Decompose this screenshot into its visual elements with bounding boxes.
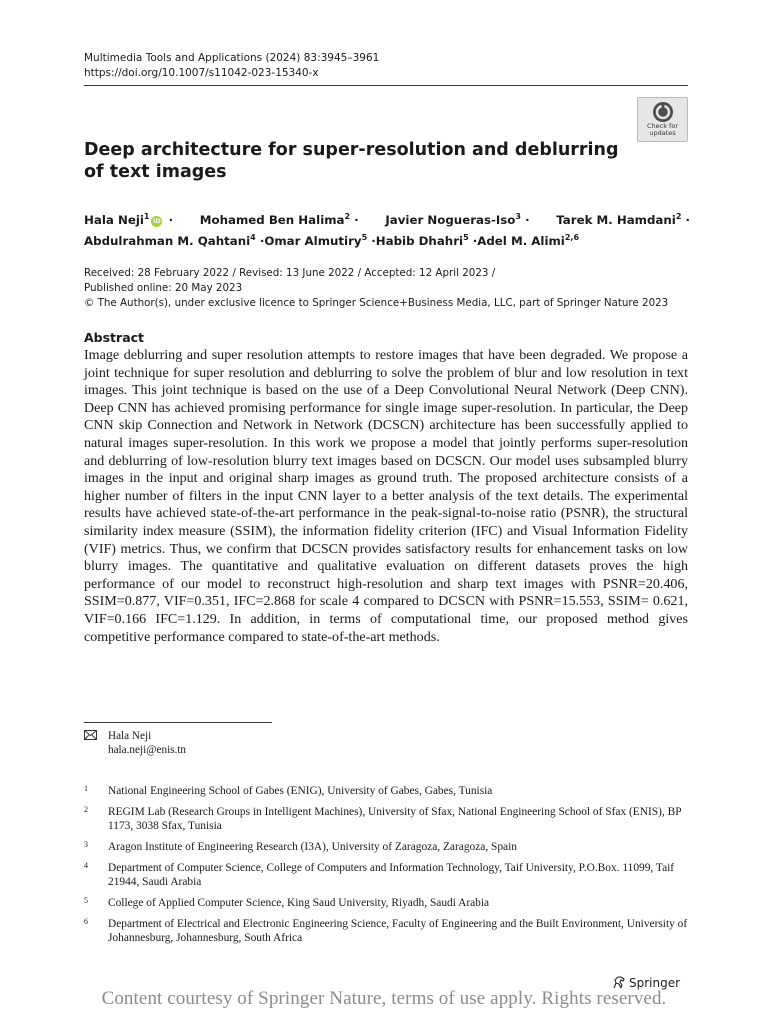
author-name: Habib Dhahri [375, 233, 464, 248]
author-name: Adel M. Alimi [477, 233, 565, 248]
envelope-icon [84, 730, 97, 740]
affiliation-number: 2 [84, 805, 88, 814]
springer-wordmark: Springer [629, 976, 681, 990]
author-affiliation-marker: 5 [463, 232, 469, 242]
corresponding-author [84, 729, 186, 757]
header-divider [84, 85, 688, 86]
author-affiliation-marker: 2,6 [564, 232, 580, 242]
affiliation-text: National Engineering School of Gabes (ENIG), University of Gabes, Gabes, Tunisia [108, 785, 493, 797]
author-separator: · [164, 212, 174, 227]
author-separator: · [350, 212, 359, 227]
journal-header [84, 51, 379, 81]
affiliation-text: College of Applied Computer Science, King Saud University, Riyadh, Saudi Arabia [108, 897, 490, 909]
author[interactable] [477, 229, 579, 250]
footnote-divider [84, 722, 272, 723]
affiliation-text: REGIM Lab (Research Groups in Intelligent Machines), University of Sfax, National Engineering School of Sfax (ENIS), BP 1173, 3038 Sfax, Tunisia [108, 806, 682, 832]
contact-email[interactable]: hala.neji@enis.tn [108, 744, 187, 756]
affiliation-number: 5 [84, 896, 88, 905]
journal-citation: Multimedia Tools and Applications (2024) 83:3945–3961 [84, 52, 380, 64]
author[interactable] [200, 208, 359, 229]
author-name: Tarek M. Hamdani [556, 212, 676, 227]
author-affiliation-marker: 3 [515, 212, 521, 221]
affiliation-item [84, 917, 690, 945]
author-separator: · [468, 233, 478, 248]
author-name: Hala Neji [84, 212, 144, 227]
author-list [84, 208, 690, 250]
affiliation-number: 6 [84, 917, 88, 926]
affiliation-number: 3 [84, 840, 88, 849]
badge-label-line2: updates [649, 129, 676, 137]
doi-link[interactable]: https://doi.org/10.1007/s11042-023-15340-x [84, 67, 319, 79]
affiliation-item [84, 784, 690, 798]
author-name: Abdulrahman M. Qahtani [84, 233, 251, 248]
author[interactable] [84, 208, 173, 229]
author[interactable] [556, 208, 690, 229]
abstract-heading: Abstract [84, 330, 145, 345]
affiliation-item [84, 840, 690, 854]
affiliation-item [84, 805, 690, 833]
author-affiliation-marker: 2 [344, 212, 351, 221]
affiliation-text: Aragon Institute of Engineering Research (I3A), University of Zaragoza, Zaragoza, Spain [108, 841, 517, 853]
contact-name: Hala Neji [108, 730, 152, 742]
author-separator: · [367, 233, 376, 248]
affiliations-list [84, 784, 690, 952]
check-for-updates-badge[interactable] [637, 97, 688, 142]
content-courtesy-watermark: Content courtesy of Springer Nature, terms of use apply. Rights reserved. [101, 988, 667, 1009]
author-name: Javier Nogueras-Iso [385, 212, 516, 227]
dates-line-received: Received: 28 February 2022 / Revised: 13 June 2022 / Accepted: 12 April 2023 / [84, 267, 496, 279]
dates-line-published: Published online: 20 May 2023 [84, 282, 243, 294]
author[interactable] [84, 229, 264, 250]
affiliation-item [84, 896, 690, 910]
author-separator: · [681, 212, 690, 227]
author[interactable] [376, 229, 477, 250]
orcid-icon[interactable]: iD [153, 216, 161, 225]
author[interactable] [264, 229, 375, 250]
affiliation-text: Department of Electrical and Electronic Engineering Science, Faculty of Engineering and the Built Environment, University of Johannesburg, Johannesburg, South Africa [108, 918, 688, 944]
affiliation-text: Department of Computer Science, College of Computers and Information Technology, Taif University, P.O.Box. 11099, Taif 21944, Saudi Arabia [108, 862, 675, 888]
author-affiliation-marker: 2 [675, 212, 682, 221]
copyright-line: © The Author(s), under exclusive licence to Springer Science+Business Media, LLC, part of Springer Nature 2023 [84, 297, 669, 309]
author[interactable] [385, 208, 529, 229]
author-affiliation-marker: 1 [143, 212, 150, 221]
check-updates-icon [652, 101, 674, 123]
paper-title: Deep architecture for super-resolution and deblurring of text images [84, 140, 619, 182]
author-name: Omar Almutiry [264, 233, 362, 248]
author-name: Mohamed Ben Halima [199, 212, 345, 227]
abstract-body: Image deblurring and super resolution attempts to restore images that have been degraded. We propose a joint technique for super resolution and deblurring to solve the problem of blur and low resolution in text images. This joint technique is based on the use of a Deep Convolutional Neural Network (Deep CNN). Deep CNN has achieved promising performance for single image super-resolution. In particular, the Deep CNN skip Connection and Network in Network (DCSCN) architecture has been successfully applied to natural images super-resolution. In this work we propose a model that jointly performs super-resolution and deblurring of low-resolution blurry text images based on DCSCN. Our model uses subsampled blurry images in the input and original sharp images as ground truth. The proposed architecture consists of a higher number of filters in the input CNN layer to a better analysis of the text details. The experimental results have achieved state-of-the-art performance in the peak-signal-to-noise ratio (PSNR), the structural similarity index measure (SSIM), the information fidelity criterion (IFC) and Visual Information Fidelity (VIF) metrics. Thus, we confirm that DCSCN provides satisfactory results for enhancement tasks on low blurry images. The quantitative and qualitative evaluation on different datasets proves the high performance of our model to reconstruct high-resolution and sharp text images with PSNR=20.406, SSIM=0.877, VIF=0.351, IFC=2.868 for scale 4 compared to DCSCN with PSNR=15.553, SSIM= 0.621, VIF=0.166 IFC=1.129. In addition, in terms of computational time, our proposed method gives competitive performance compared to state-of-the-art methods. [84, 347, 688, 645]
badge-label-line1: Check for [647, 122, 678, 130]
affiliation-number: 1 [84, 784, 88, 793]
author-separator: · [520, 212, 530, 227]
affiliation-number: 4 [84, 861, 88, 870]
author-affiliation-marker: 4 [250, 232, 256, 242]
affiliation-item [84, 861, 690, 889]
publication-dates [84, 266, 668, 311]
author-affiliation-marker: 5 [361, 232, 368, 242]
author-separator: · [255, 233, 265, 248]
